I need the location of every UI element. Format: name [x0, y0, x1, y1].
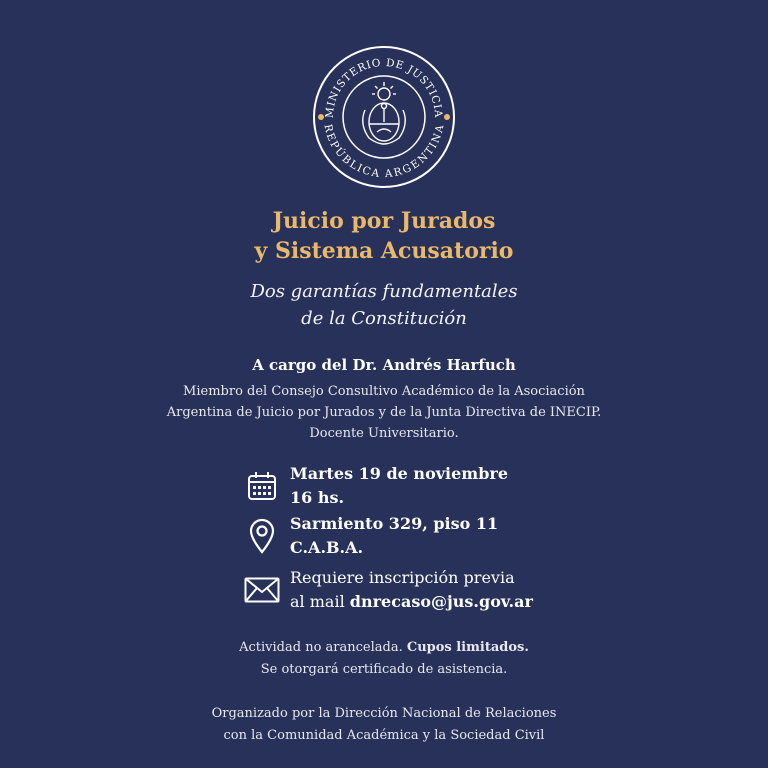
event-subtitle — [0, 278, 768, 332]
calendar-icon — [244, 468, 280, 504]
event-subtitle-line2: de la Constitución — [301, 308, 467, 329]
notes-line1 — [0, 637, 768, 659]
seal-dot-left — [318, 114, 324, 120]
registration-text — [290, 566, 533, 614]
lecturer-bio — [0, 381, 768, 444]
lecturer-name: A cargo del Dr. Andrés Harfuch — [252, 356, 516, 374]
mail-address: dnrecaso@jus.gov.ar — [349, 592, 533, 611]
event-place-line1: Sarmiento 329, piso 11 — [290, 514, 499, 533]
event-subtitle-line1: Dos garantías fundamentales — [250, 281, 518, 302]
activity-notes — [0, 637, 768, 681]
seal-dot-right — [444, 114, 450, 120]
bio-line3: Docente Universitario. — [309, 426, 459, 441]
location-pin-icon — [244, 518, 280, 554]
event-place — [290, 512, 498, 560]
coat-of-arms-icon — [363, 82, 406, 144]
bio-line2: Argentina de Juicio por Jurados y de la Junta Directiva de INECIP. — [166, 405, 602, 420]
event-time: 16 hs. — [290, 488, 345, 507]
seal-top-text: MINISTERIO DE JUSTICIA — [323, 56, 445, 119]
envelope-icon — [244, 572, 280, 608]
registration-line1: Requiere inscripción previa — [290, 568, 515, 587]
organizer-line2: con la Comunidad Académica y la Sociedad Civil — [223, 728, 545, 743]
registration-line2 — [290, 590, 533, 614]
event-date-line1: Martes 19 de noviembre — [290, 464, 509, 483]
event-title — [0, 206, 768, 266]
organizer-text — [0, 703, 768, 747]
event-place-line2: C.A.B.A. — [290, 538, 364, 557]
event-registration-row — [244, 566, 533, 614]
limited-seats-text: Cupos limitados. — [406, 640, 529, 655]
free-activity-text: Actividad no arancelada. — [239, 640, 407, 655]
event-title-line1: Juicio por Jurados — [272, 208, 496, 234]
certificate-text: Se otorgará certificado de asistencia. — [260, 662, 508, 677]
ministry-seal — [311, 44, 457, 190]
bio-line1: Miembro del Consejo Consultivo Académico de la Asociación — [183, 384, 585, 399]
seal-graphic — [311, 44, 457, 190]
seal-bottom-text: REPÚBLICA ARGENTINA — [321, 123, 447, 181]
event-date — [290, 462, 508, 510]
event-place-row — [244, 512, 498, 560]
organizer-line1: Organizado por la Dirección Nacional de Relaciones — [211, 706, 557, 721]
mail-prefix: al mail — [290, 592, 350, 611]
event-date-row — [244, 462, 508, 510]
event-title-line2: y Sistema Acusatorio — [254, 238, 514, 264]
